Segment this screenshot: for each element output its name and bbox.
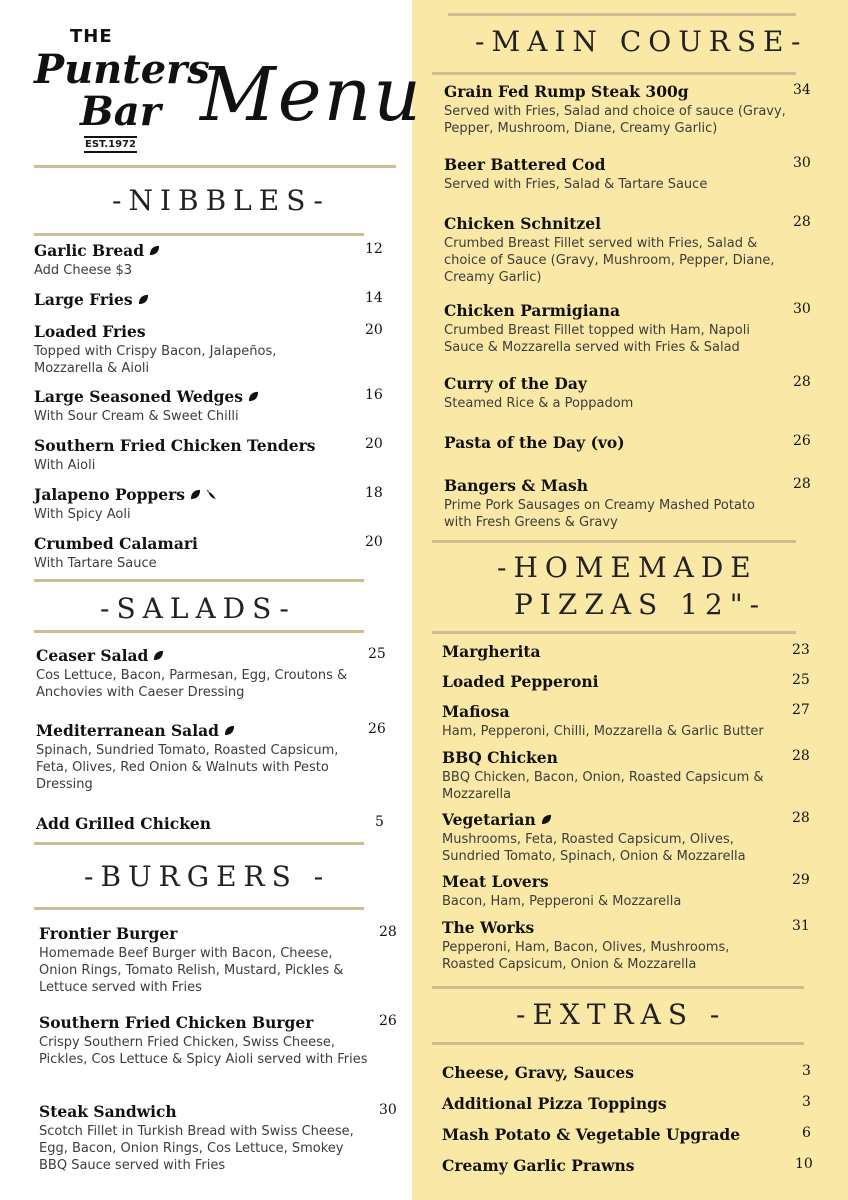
- item-description: Scotch Fillet in Turkish Bread with Swiss Cheese, Egg, Bacon, Onion Rings, Cos Lettuce, Smokey BBQ Sauce served with Fries: [39, 1124, 354, 1173]
- item-price: 20: [365, 436, 383, 452]
- item-description: Crumbed Breast Fillet topped with Ham, Napoli Sauce & Mozzarella served with Fries & Salad: [444, 323, 750, 355]
- item-description: Homemade Beef Burger with Bacon, Cheese, Onion Rings, Tomato Relish, Mustard, Pickles & Lettuce served with Fries: [39, 946, 344, 995]
- item-description: Crispy Southern Fried Chicken, Swiss Cheese, Pickles, Cos Lettuce & Spicy Aioli served with Fries: [39, 1035, 368, 1067]
- menu-item: [442, 702, 782, 740]
- item-name: BBQ Chicken: [442, 748, 558, 767]
- item-price: 30: [793, 301, 811, 317]
- menu-item: [442, 642, 782, 661]
- item-name: Steak Sandwich: [39, 1102, 177, 1121]
- leaf-icon: [153, 646, 164, 665]
- menu-title: Menu: [200, 52, 423, 138]
- menu-item: [444, 476, 784, 531]
- item-description: Cos Lettuce, Bacon, Parmesan, Egg, Croutons & Anchovies with Caeser Dressing: [36, 668, 348, 700]
- item-name: Bangers & Mash: [444, 476, 588, 495]
- section-title-pizzas-line1: -HOMEMADE: [497, 551, 758, 584]
- menu-item: [39, 1102, 375, 1174]
- item-name: Ceaser Salad: [36, 646, 149, 665]
- logo-est: EST.1972: [84, 136, 137, 153]
- menu-item: [36, 646, 366, 701]
- item-price: 25: [368, 646, 386, 662]
- divider: [432, 1042, 804, 1045]
- item-price: 28: [792, 810, 810, 826]
- item-description: Topped with Crispy Bacon, Jalapeños, Mozzarella & Aioli: [34, 344, 277, 376]
- item-price: 28: [793, 374, 811, 390]
- divider: [34, 233, 364, 236]
- item-price: 27: [792, 702, 810, 718]
- section-title-main-course: -MAIN COURSE-: [475, 25, 808, 58]
- menu-item: [444, 433, 784, 452]
- menu-item: [34, 387, 334, 425]
- item-name: Loaded Pepperoni: [442, 672, 599, 691]
- item-price: 26: [793, 433, 811, 449]
- divider: [432, 72, 796, 75]
- item-name: Crumbed Calamari: [34, 534, 198, 553]
- item-price: 29: [792, 872, 810, 888]
- item-name: Pasta of the Day (vo): [444, 433, 625, 452]
- item-description: Mushrooms, Feta, Roasted Capsicum, Olives, Sundried Tomato, Spinach, Onion & Mozzarella: [442, 832, 746, 864]
- divider: [34, 630, 364, 633]
- item-name: Add Grilled Chicken: [36, 814, 212, 833]
- menu-item: [34, 485, 334, 523]
- menu-item: [34, 241, 334, 279]
- item-description: Add Cheese $3: [34, 263, 133, 278]
- item-description: With Sour Cream & Sweet Chilli: [34, 409, 239, 424]
- leaf-icon: [541, 810, 552, 829]
- menu-item: [442, 672, 782, 691]
- menu-item: [34, 322, 334, 377]
- item-name: Cheese, Gravy, Sauces: [442, 1063, 635, 1082]
- menu-item: [444, 82, 792, 137]
- item-price: 23: [792, 642, 810, 658]
- item-price: 16: [365, 387, 383, 403]
- menu-item: [444, 155, 784, 193]
- item-price: 12: [365, 241, 383, 257]
- menu-item: [36, 721, 356, 793]
- menu-item: [34, 534, 334, 572]
- item-name: Meat Lovers: [442, 872, 549, 891]
- item-name: Large Seasoned Wedges: [34, 387, 244, 406]
- item-price: 26: [368, 721, 386, 737]
- item-price: 26: [379, 1013, 397, 1029]
- item-price: 6: [802, 1125, 811, 1141]
- item-name: Curry of the Day: [444, 374, 587, 393]
- item-price: 20: [365, 534, 383, 550]
- item-name: Beer Battered Cod: [444, 155, 606, 174]
- menu-item: [442, 1125, 782, 1144]
- item-name: Large Fries: [34, 290, 133, 309]
- item-name: Margherita: [442, 642, 541, 661]
- divider: [34, 579, 364, 582]
- item-name: Chicken Parmigiana: [444, 301, 621, 320]
- menu-item: [442, 1094, 782, 1113]
- item-name: The Works: [442, 918, 535, 937]
- menu-item: [444, 301, 784, 356]
- item-name: Chicken Schnitzel: [444, 214, 601, 233]
- logo-punters: Punters: [34, 46, 210, 93]
- item-description: Pepperoni, Ham, Bacon, Olives, Mushrooms, Roasted Capsicum, Onion & Mozzarella: [442, 940, 730, 972]
- item-price: 3: [802, 1063, 811, 1079]
- menu-item: [442, 810, 782, 865]
- item-price: 31: [792, 918, 810, 934]
- item-name: Jalapeno Poppers: [34, 485, 186, 504]
- item-description: Prime Pork Sausages on Creamy Mashed Potato with Fresh Greens & Gravy: [444, 498, 755, 530]
- item-description: BBQ Chicken, Bacon, Onion, Roasted Capsicum & Mozzarella: [442, 770, 764, 802]
- item-description: Steamed Rice & a Poppadom: [444, 396, 634, 411]
- item-price: 25: [792, 672, 810, 688]
- divider: [34, 907, 364, 910]
- item-price: 28: [379, 924, 397, 940]
- divider: [34, 165, 396, 168]
- leaf-icon: [224, 721, 235, 740]
- leaf-icon: [138, 290, 149, 309]
- item-name: Additional Pizza Toppings: [442, 1094, 667, 1113]
- item-name: Creamy Garlic Prawns: [442, 1156, 635, 1175]
- section-title-nibbles: -NIBBLES-: [112, 184, 330, 217]
- item-name: Frontier Burger: [39, 924, 178, 943]
- item-name: Grain Fed Rump Steak 300g: [444, 82, 689, 101]
- item-description: Crumbed Breast Fillet served with Fries, Salad & choice of Sauce (Gravy, Mushroom, Pepper, Diane, Creamy Garlic): [444, 236, 775, 285]
- item-price: 20: [365, 322, 383, 338]
- item-name: Loaded Fries: [34, 322, 146, 341]
- item-description: Spinach, Sundried Tomato, Roasted Capsicum, Feta, Olives, Red Onion & Walnuts with Pesto Dressing: [36, 743, 339, 792]
- menu-item: [442, 918, 782, 973]
- item-price: 5: [375, 814, 384, 830]
- item-name: Vegetarian: [442, 810, 536, 829]
- section-title-pizzas-line2: PIZZAS 12"-: [514, 588, 767, 621]
- divider: [432, 631, 796, 634]
- item-price: 10: [795, 1156, 813, 1172]
- menu-item: [442, 748, 782, 803]
- divider: [432, 540, 796, 543]
- item-price: 28: [792, 748, 810, 764]
- item-description: With Aioli: [34, 458, 96, 473]
- logo-bar: Bar: [80, 88, 161, 135]
- chilli-icon: [206, 485, 218, 504]
- menu-item: [34, 290, 334, 309]
- item-name: Garlic Bread: [34, 241, 145, 260]
- menu-item: [442, 872, 782, 910]
- divider: [432, 986, 804, 989]
- item-description: Ham, Pepperoni, Chilli, Mozzarella & Garlic Butter: [442, 724, 764, 739]
- item-price: 28: [793, 476, 811, 492]
- section-title-burgers: -BURGERS -: [84, 860, 331, 893]
- item-name: Mash Potato & Vegetable Upgrade: [442, 1125, 741, 1144]
- item-name: Mediterranean Salad: [36, 721, 219, 740]
- item-description: Bacon, Ham, Pepperoni & Mozzarella: [442, 894, 682, 909]
- item-description: Served with Fries, Salad & Tartare Sauce: [444, 177, 708, 192]
- item-price: 14: [365, 290, 383, 306]
- divider: [448, 13, 796, 16]
- leaf-icon: [190, 485, 201, 504]
- item-price: 28: [793, 214, 811, 230]
- section-title-salads: -SALADS-: [100, 592, 296, 625]
- menu-item: [39, 924, 369, 996]
- item-name: Southern Fried Chicken Burger: [39, 1013, 314, 1032]
- item-price: 34: [793, 82, 811, 98]
- leaf-icon: [248, 387, 259, 406]
- item-name: Mafiosa: [442, 702, 510, 721]
- menu-item: [442, 1156, 782, 1175]
- divider: [34, 842, 364, 845]
- item-price: 30: [379, 1102, 397, 1118]
- item-price: 18: [365, 485, 383, 501]
- menu-item: [34, 436, 354, 474]
- menu-item: [444, 374, 784, 412]
- item-description: With Spicy Aoli: [34, 507, 131, 522]
- section-title-extras: -EXTRAS -: [516, 998, 727, 1031]
- menu-item: [39, 1013, 369, 1068]
- item-name: Southern Fried Chicken Tenders: [34, 436, 316, 455]
- menu-item: [444, 214, 784, 286]
- item-description: With Tartare Sauce: [34, 556, 157, 571]
- item-price: 3: [802, 1094, 811, 1110]
- logo-the: THE: [70, 26, 113, 47]
- menu-item: [36, 814, 336, 833]
- leaf-icon: [149, 241, 160, 260]
- menu-item: [442, 1063, 782, 1082]
- item-price: 30: [793, 155, 811, 171]
- item-description: Served with Fries, Salad and choice of sauce (Gravy, Pepper, Mushroom, Diane, Creamy Garlic): [444, 104, 786, 136]
